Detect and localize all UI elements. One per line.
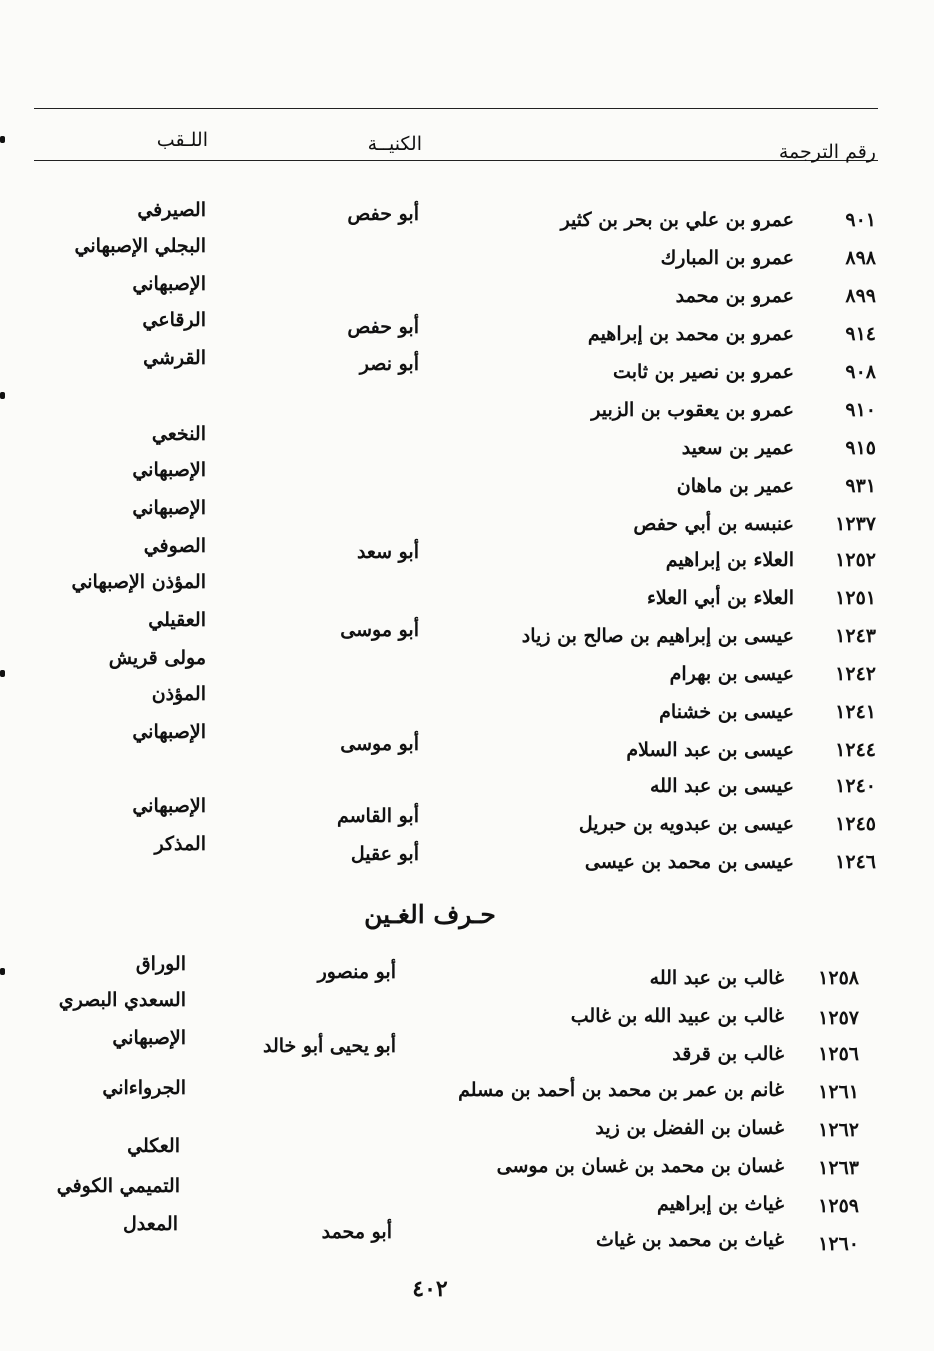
row-number: ١٢٦٠ [818,1233,859,1255]
row-number: ١٢٤٦ [835,851,876,873]
row-laqab: الوراق [135,953,186,975]
row-number: ٨٩٩ [845,285,876,307]
row-laqab: الإصبهاني [132,459,206,481]
header-laqab: اللـقب [156,129,208,151]
row-name: عمرو بن المبارك [660,247,794,269]
scan-mark [0,670,5,677]
row-laqab: العقيلي [148,609,206,631]
row-name: عنبسه بن أبي حفص [633,513,794,535]
scan-mark [0,968,5,975]
row-number: ١٢٥٧ [818,1007,859,1029]
row-name: عمير بن سعيد [681,437,794,459]
row-number: ١٢٥٩ [818,1195,859,1217]
row-number: ٩١٠ [845,399,876,421]
row-kunya: أبو محمد [321,1221,392,1243]
row-name: عيسى بن عبدويه بن حبريل [578,813,794,835]
row-number: ١٢٤٥ [835,813,876,835]
row-name: العلاء بن إبراهيم [665,549,794,571]
row-laqab: الجرواءاني [102,1077,186,1099]
row-laqab: الصيرفي [137,199,206,221]
row-number: ٩٠١ [845,209,876,231]
row-name: عمرو بن محمد [675,285,794,307]
header-kunya: الكنيــة [367,133,422,155]
row-number: ١٢٣٧ [835,513,876,535]
row-name: غياث بن محمد بن غياث [595,1229,784,1251]
row-laqab: البجلي الإصبهاني [74,235,206,257]
row-name: عيسى بن عبد الله [649,775,794,797]
row-laqab: التميمي الكوفي [56,1175,180,1197]
row-kunya: أبو موسى [340,733,419,755]
page-number: ٤٠٢ [412,1276,448,1302]
row-name: غانم بن عمر بن محمد بن أحمد بن مسلم [458,1079,784,1101]
header-rule [34,160,878,161]
section-title: حـرف الغـين [364,900,496,929]
row-laqab: الصوفي [143,535,206,557]
row-number: ١٢٤١ [835,701,876,723]
row-laqab: مولى قريش [108,647,206,669]
row-kunya: أبو حفص [347,203,419,225]
row-name: عمرو بن يعقوب بن الزبير [591,399,794,421]
row-laqab: الرقاعي [142,309,206,331]
row-name: عمرو بن محمد بن إبراهيم [587,323,794,345]
row-laqab: المعدل [123,1213,178,1235]
row-number: ١٢٦٣ [818,1157,859,1179]
row-name: عيسى بن محمد بن عيسى [584,851,794,873]
row-number: ١٢٥٨ [818,967,859,989]
row-kunya: أبو موسى [340,619,419,641]
row-number: ٩٠٨ [845,361,876,383]
row-name: عيسى بن خشنام [659,701,794,723]
row-name: عيسى بن إبراهيم بن صالح بن زياد [521,625,794,647]
row-number: ١٢٥٦ [818,1043,859,1065]
row-number: ١٢٦١ [818,1081,859,1103]
row-kunya: أبو نصر [359,353,419,375]
row-laqab: العكلي [127,1135,180,1157]
row-name: عيسى بن عبد السلام [626,739,794,761]
header-number: رقم الترجمة [778,141,876,163]
row-name: العلاء بن أبي العلاء [646,587,794,609]
row-laqab: النخعي [151,423,206,445]
row-number: ٩١٥ [845,437,876,459]
row-kunya: أبو عقيل [350,843,419,865]
top-rule [34,108,878,109]
row-laqab: المؤذن [151,683,206,705]
row-kunya: أبو يحيى أبو خالد [262,1035,396,1057]
row-laqab: السعدي البصري [58,989,186,1011]
row-kunya: أبو القاسم [336,805,419,827]
row-name: غسان بن الفضل بن زيد [595,1117,784,1139]
row-number: ١٢٥١ [835,587,876,609]
row-number: ١٢٤٣ [835,625,876,647]
row-kunya: أبو حفص [347,316,419,338]
row-laqab: الإصبهاني [132,795,206,817]
row-kunya: أبو منصور [317,961,396,983]
row-number: ١٢٥٢ [835,549,876,571]
row-name: غالب بن قرقد [672,1043,784,1065]
scan-mark [0,392,5,399]
row-laqab: الإصبهاني [112,1027,186,1049]
row-number: ٨٩٨ [845,247,876,269]
row-number: ١٢٤٤ [835,739,876,761]
row-name: غالب بن عبيد الله بن غالب [570,1005,784,1027]
row-name: عمرو بن علي بن بحر بن كثير [560,209,794,231]
scan-mark [0,136,5,143]
row-name: عيسى بن بهرام [669,663,794,685]
row-laqab: المؤذن الإصبهاني [71,571,206,593]
row-kunya: أبو سعد [356,541,419,563]
row-laqab: الإصبهاني [132,273,206,295]
row-number: ٩٣١ [845,475,876,497]
row-number: ٩١٤ [845,323,876,345]
row-laqab: القرشي [143,347,206,369]
row-name: غسان بن محمد بن غسان بن موسى [496,1155,784,1177]
row-name: غالب بن عبد الله [649,967,784,989]
row-laqab: المذكر [154,833,206,855]
row-name: غياث بن إبراهيم [656,1193,784,1215]
row-laqab: الإصبهاني [132,497,206,519]
row-laqab: الإصبهاني [132,721,206,743]
row-number: ١٢٤٠ [835,775,876,797]
row-name: عمير بن ماهان [676,475,794,497]
row-number: ١٢٦٢ [818,1119,859,1141]
row-number: ١٢٤٢ [835,663,876,685]
row-name: عمرو بن نصير بن ثابت [613,361,794,383]
